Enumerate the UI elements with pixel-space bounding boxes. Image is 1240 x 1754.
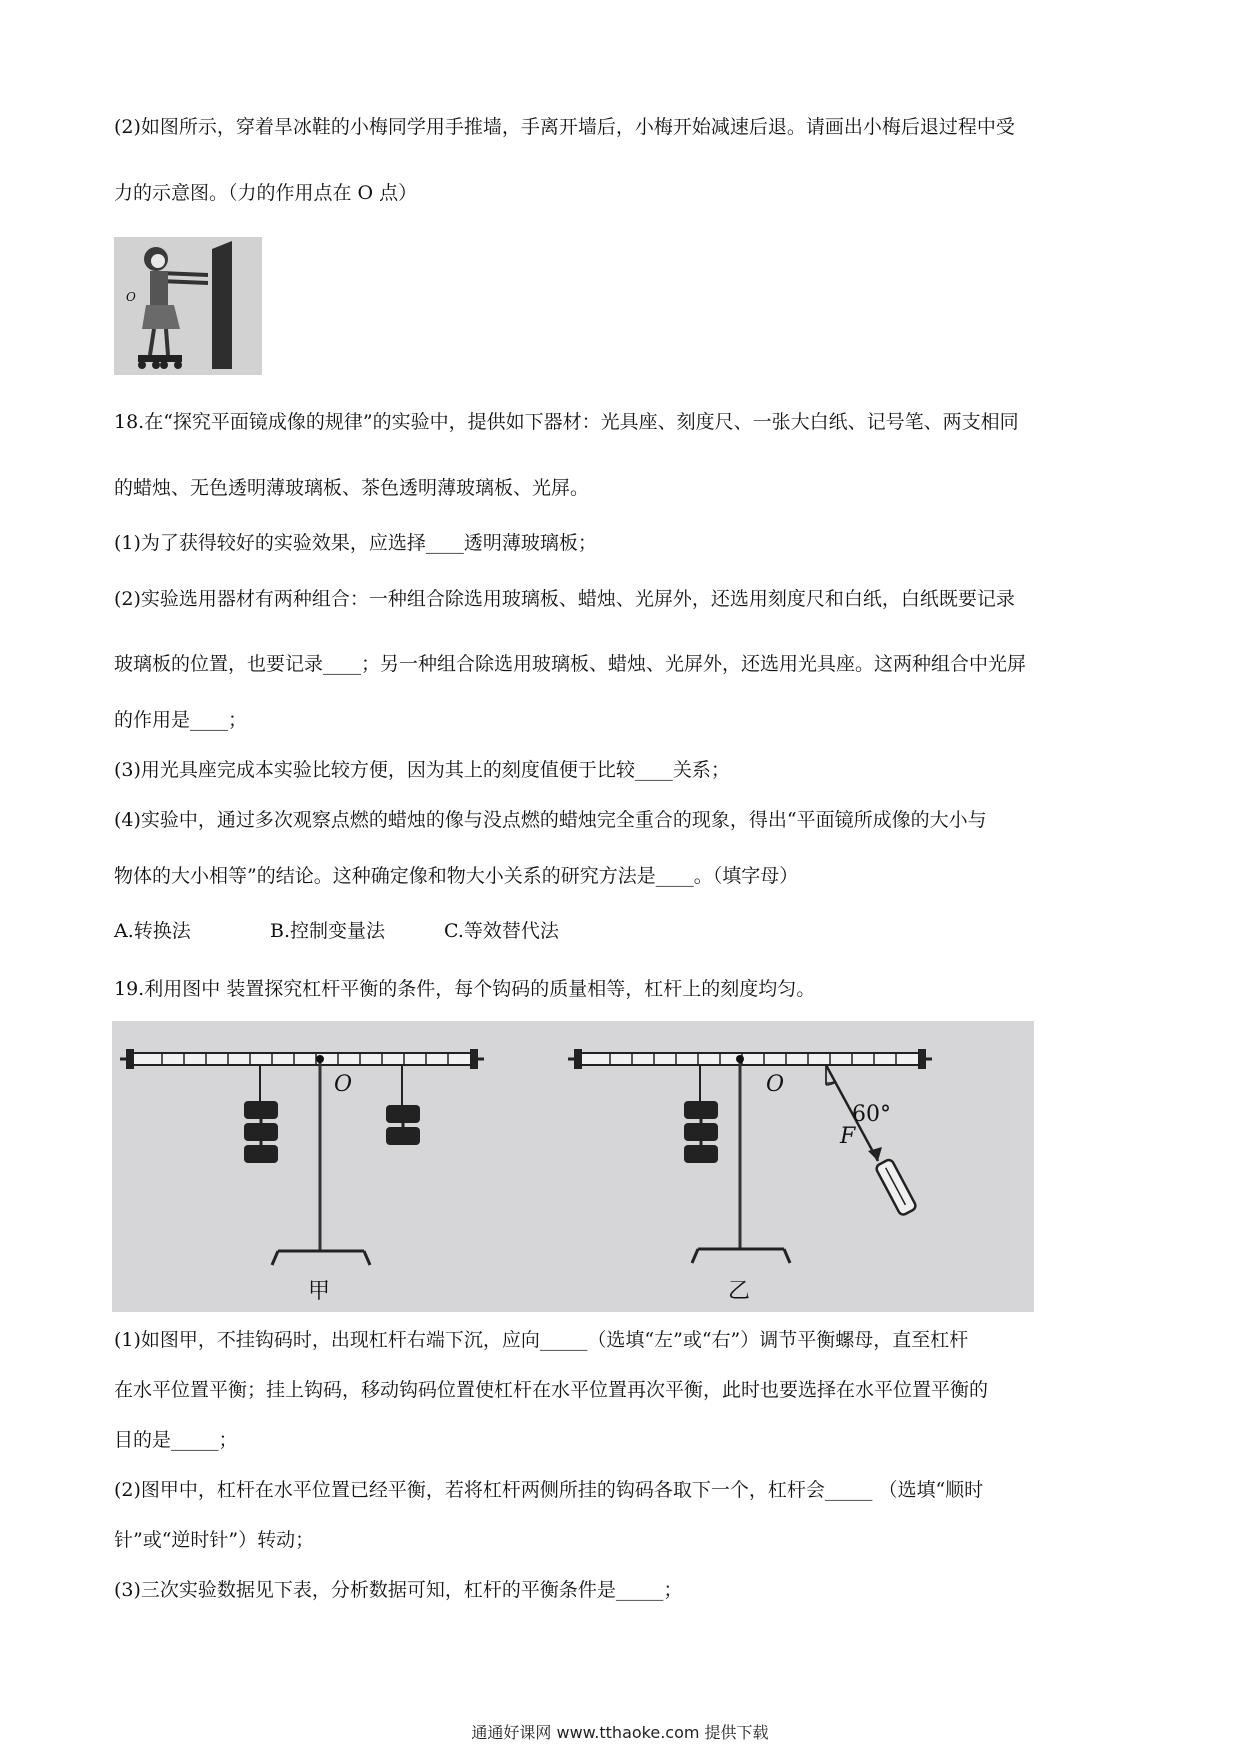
q19-part-1-line-1: (1)如图甲，不挂钩码时，出现杠杆右端下沉，应向_____（选填“左”或“右”）调节平衡螺母，直至杠杆 <box>114 1329 969 1351</box>
q18-part-1: (1)为了获得较好的实验效果，应选择____透明薄玻璃板； <box>114 532 597 554</box>
q18-part-2-line-1: (2)实验选用器材有两种组合：一种组合除选用玻璃板、蜡烛、光屏外，还选用刻度尺和白纸，白纸既要记录 <box>114 588 1015 610</box>
q18-part-4-line-1: (4)实验中，通过多次观察点燃的蜡烛的像与没点燃的蜡烛完全重合的现象，得出“平面镜所成像的大小与 <box>114 809 987 831</box>
right-caption: 乙 <box>728 1279 751 1304</box>
girl-pushing-wall-illustration <box>114 237 262 375</box>
option-a: A.转换法 <box>114 920 191 942</box>
wall-shape <box>212 241 232 369</box>
q17-2-line-2: 力的示意图。（力的作用点在 O 点） <box>114 182 418 204</box>
q18-line-1: 18.在“探究平面镜成像的规律”的实验中，提供如下器材：光具座、刻度尺、一张大白纸、记号笔、两支相同 <box>114 411 1019 433</box>
q18-part-2-line-3: 的作用是____； <box>114 709 248 731</box>
left-pivot-label: O <box>334 1072 353 1097</box>
point-o-label: O <box>126 290 136 304</box>
page-footer: 通通好课网 www.tthaoke.com 提供下载 <box>471 1723 769 1742</box>
force-label: F <box>840 1124 856 1149</box>
q18-line-2: 的蜡烛、无色透明薄玻璃板、茶色透明薄玻璃板、光屏。 <box>114 477 590 499</box>
q18-part-2-line-2: 玻璃板的位置，也要记录____；另一种组合除选用玻璃板、蜡烛、光屏外，还选用光具座。这两种组合中光屏 <box>114 653 1027 675</box>
angle-label: 60° <box>852 1102 891 1127</box>
lever-experiment-illustration <box>112 1021 1034 1312</box>
q18-part-3: (3)用光具座完成本实验比较方便，因为其上的刻度值便于比较____关系； <box>114 759 730 781</box>
q19-part-2-line-1: (2)图甲中，杠杆在水平位置已经平衡，若将杠杆两侧所挂的钩码各取下一个，杠杆会_____ （选填“顺时 <box>114 1479 984 1501</box>
left-caption: 甲 <box>308 1279 331 1304</box>
q17-2-line-1: (2)如图所示，穿着旱冰鞋的小梅同学用手推墙，手离开墙后，小梅开始减速后退。请画出小梅后退过程中受 <box>114 116 1015 138</box>
option-b: B.控制变量法 <box>270 920 386 942</box>
q19-part-1-line-2: 在水平位置平衡；挂上钩码，移动钩码位置使杠杆在水平位置再次平衡，此时也要选择在水平位置平衡的 <box>114 1379 989 1401</box>
lever-experiment-figure <box>112 1021 1034 1312</box>
right-pivot-label: O <box>766 1072 785 1097</box>
girl-pushing-wall-figure <box>114 237 262 375</box>
q19-part-1-line-3: 目的是_____； <box>114 1429 238 1451</box>
q18-part-4-line-2: 物体的大小相等”的结论。这种确定像和物大小关系的研究方法是____。（填字母） <box>114 865 799 887</box>
q19-part-2-line-2: 针”或“逆时针”）转动； <box>114 1529 315 1551</box>
q19-line-1: 19.利用图中 装置探究杠杆平衡的条件，每个钩码的质量相等，杠杆上的刻度均匀。 <box>114 978 816 1000</box>
q19-part-3: (3)三次实验数据见下表，分析数据可知，杠杆的平衡条件是_____； <box>114 1579 683 1601</box>
option-c: C.等效替代法 <box>444 920 559 942</box>
